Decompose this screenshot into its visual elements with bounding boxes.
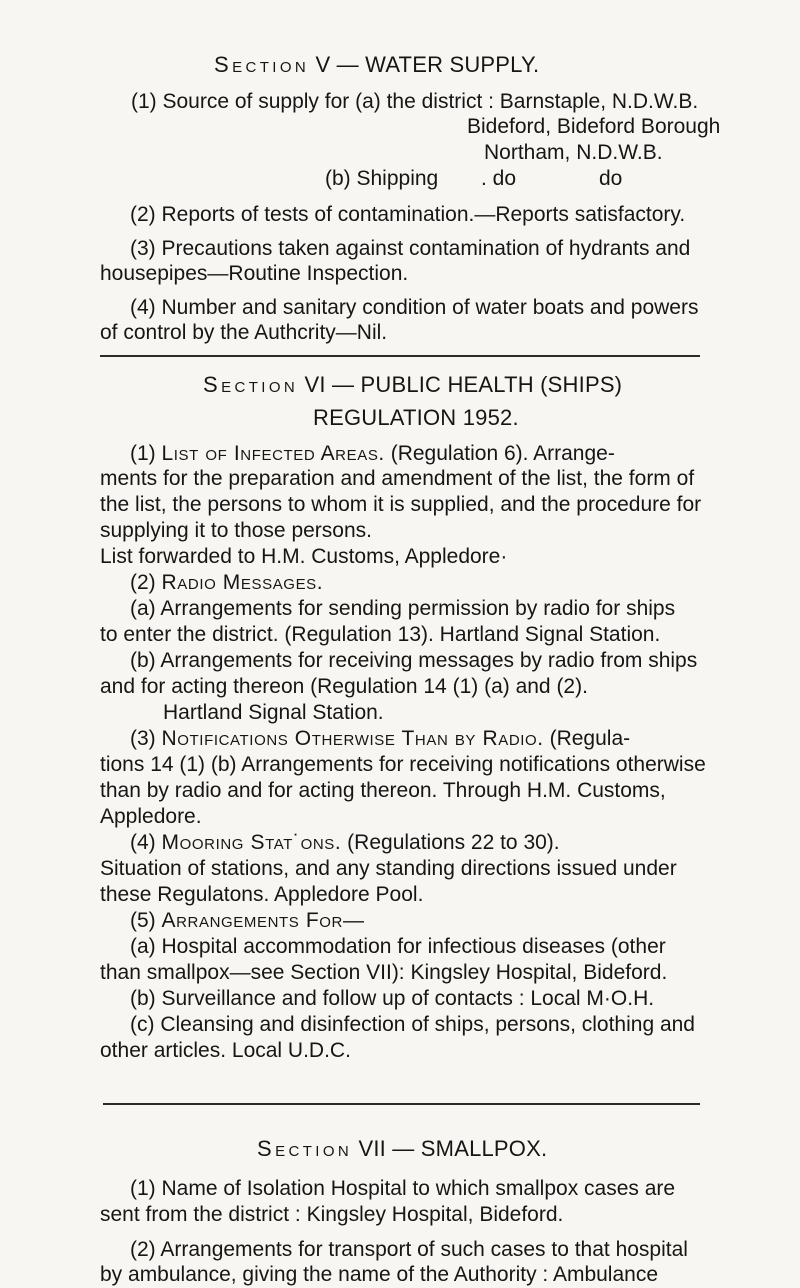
s5-p3-line2: housepipes—Routine Inspection. xyxy=(100,262,409,285)
s6-item1-line1 xyxy=(130,441,615,467)
item-number: (1) xyxy=(130,442,156,465)
s6-item1-line2: ments for the preparation and amendment of the list, the form of xyxy=(100,467,695,490)
s6-item4-line1 xyxy=(130,830,560,856)
item-title: Mooring Stat˙ons. xyxy=(161,831,342,854)
s7-p2-line1: (2) Arrangements for transport of such cases to that hospital xyxy=(130,1238,688,1261)
s6-item1-line4: supplying it to those persons. xyxy=(100,519,372,542)
s7-p1-line2: sent from the district : Kingsley Hospital, Bideford. xyxy=(100,1203,564,1226)
s6-item1-line3: the list, the persons to whom it is supplied, and the procedure for xyxy=(100,493,702,516)
divider xyxy=(103,1103,700,1105)
item-text: (Regulations 22 to 30). xyxy=(347,831,560,854)
s6-item2a-line2: to enter the district. (Regulation 13). Hartland Signal Station. xyxy=(100,623,661,646)
s6-item4-line3: these Regulatons. Appledore Pool. xyxy=(100,883,424,906)
item-number: (2) xyxy=(130,571,156,594)
item-number: (3) xyxy=(130,727,156,750)
s6-item5a-line2: than smallpox—see Section VII): Kingsley Hospital, Bideford. xyxy=(100,961,668,984)
s6-item3-line1 xyxy=(130,726,630,752)
section-title: VII — SMALLPOX. xyxy=(358,1136,548,1161)
item-text: (Regula- xyxy=(549,727,631,750)
s5-p1-b-do2: do xyxy=(599,167,623,190)
s5-p1-line3: Northam, N.D.W.B. xyxy=(484,141,663,164)
section-7-heading xyxy=(257,1136,547,1162)
s7-p1-line1: (1) Name of Isolation Hospital to which smallpox cases are xyxy=(130,1177,676,1200)
section-6-heading-line2: REGULATION 1952. xyxy=(313,405,519,430)
s6-item3-line3: than by radio and for acting thereon. Through H.M. Customs, xyxy=(100,779,666,802)
section-title: VI — PUBLIC HEALTH (SHIPS) xyxy=(304,372,623,397)
item-title: Radio Messages. xyxy=(161,571,324,594)
item-title: List of Infected Areas. xyxy=(161,442,385,465)
s6-item2a-line1: (a) Arrangements for sending permission by radio for ships xyxy=(130,597,676,620)
item-number: (4) xyxy=(130,831,156,854)
item-title: Notifications Otherwise Than by Radio. xyxy=(161,727,544,750)
s5-p1-line1: (1) Source of supply for (a) the district : Barnstaple, N.D.W.B. xyxy=(131,90,699,113)
s6-item2-heading xyxy=(130,570,323,596)
s5-p4-line1: (4) Number and sanitary condition of water boats and powers xyxy=(130,296,699,319)
section-label: Section xyxy=(214,52,310,77)
item-text: (Regulation 6). Arrange- xyxy=(390,442,615,465)
s5-p1-b-label: (b) Shipping xyxy=(325,167,439,190)
item-title: Arrangements For— xyxy=(161,909,365,932)
s5-p1-line2: Bideford, Bideford Borough xyxy=(467,115,721,138)
item-number: (5) xyxy=(130,909,156,932)
s5-p2: (2) Reports of tests of contamination.—Reports satisfactory. xyxy=(130,203,686,226)
section-5-heading xyxy=(214,52,539,78)
section-label: Section xyxy=(257,1136,353,1161)
s6-item5-heading xyxy=(130,908,365,934)
s5-p1-b-do1: . do xyxy=(481,167,517,190)
s6-item5b: (b) Surveillance and follow up of contacts : Local M·O.H. xyxy=(130,987,655,1010)
section-title: V — WATER SUPPLY. xyxy=(315,52,540,77)
s6-item1-line5: List forwarded to H.M. Customs, Appledore· xyxy=(100,545,508,568)
s6-item2b-line3: Hartland Signal Station. xyxy=(163,701,384,724)
s6-item2b-line2: and for acting thereon (Regulation 14 (1) (a) and (2). xyxy=(100,675,588,698)
s6-item4-line2: Situation of stations, and any standing directions issued under xyxy=(100,857,677,880)
s6-item5c-line2: other articles. Local U.D.C. xyxy=(100,1039,351,1062)
s6-item3-line4: Appledore. xyxy=(100,805,202,828)
s6-item5c-line1: (c) Cleansing and disinfection of ships, persons, clothing and xyxy=(130,1013,695,1036)
section-label: Section xyxy=(203,372,299,397)
s5-p3-line1: (3) Precautions taken against contamination of hydrants and xyxy=(130,237,691,260)
s6-item2b-line1: (b) Arrangements for receiving messages by radio from ships xyxy=(130,649,698,672)
section-6-heading xyxy=(203,372,622,398)
divider xyxy=(100,355,700,357)
s6-item3-line2: tions 14 (1) (b) Arrangements for receiving notifications otherwise xyxy=(100,753,706,776)
s7-p2-line2: by ambulance, giving the name of the Authority : Ambulance xyxy=(100,1263,659,1286)
s6-item5a-line1: (a) Hospital accommodation for infectious diseases (other xyxy=(130,935,666,958)
s5-p4-line2: of control by the Authcrity—Nil. xyxy=(100,321,388,344)
